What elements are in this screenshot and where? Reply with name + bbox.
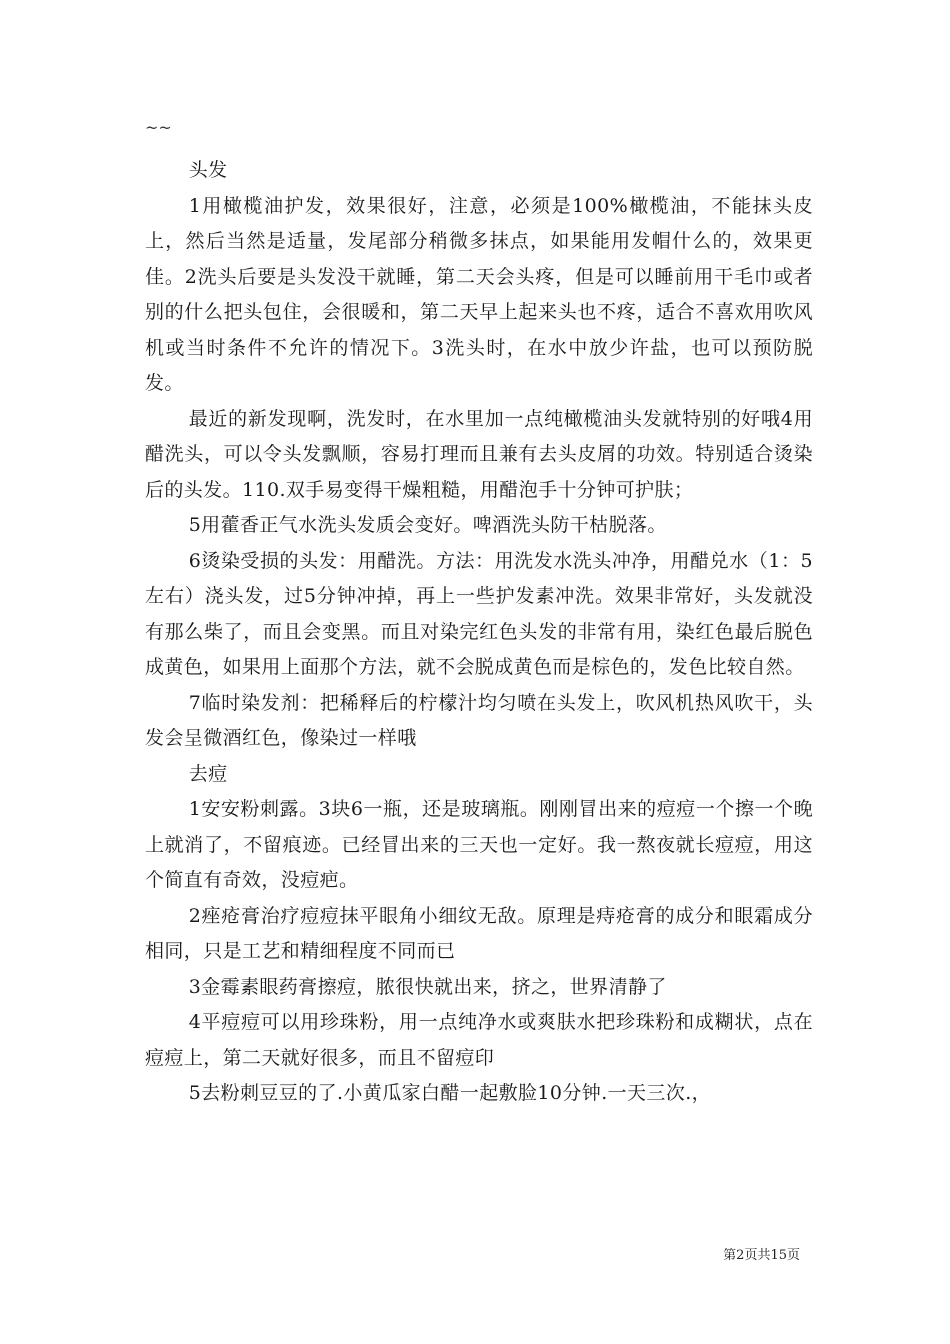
page-number-footer: 第2页共15页 — [723, 1248, 800, 1263]
paragraph: 6烫染受损的头发：用醋洗。方法：用洗发水洗头冲净，用醋兑水（1：5左右）浇头发，过5分钟冲掉，再上一些护发素冲洗。效果非常好，头发就没有那么柴了，而且会变黑。而且对染完红色头发的非常有用，染红色最后脱色成黄色，如果用上面那个方法，就不会脱成黄色而是棕色的，发色比较自然。 — [145, 549, 813, 678]
paragraph: 5用藿香正气水洗头发质会变好。啤酒洗头防干枯脱落。 — [188, 514, 667, 536]
header-mark: ~~ — [145, 118, 172, 137]
section-heading-hair: 头发 — [188, 159, 228, 181]
paragraph: 2痤疮膏治疗痘痘抹平眼角小细纹无敌。原理是痔疮膏的成分和眼霜成分相同，只是工艺和精细程度不同而已 — [145, 904, 813, 962]
paragraph: 4平痘痘可以用珍珠粉，用一点纯净水或爽肤水把珍珠粉和成糊状，点在痘痘上，第二天就好很多，而且不留痘印 — [145, 1011, 813, 1069]
paragraph: 1用橄榄油护发，效果很好，注意，必须是100%橄榄油，不能抹头皮上，然后当然是适量，发尾部分稍微多抹点，如果能用发帽什么的，效果更佳。2洗头后要是头发没干就睡，第二天会头疼，但是可以睡前用干毛巾或者别的什么把头包住，会很暖和，第二天早上起来头也不疼，适合不喜欢用吹风机或当时条件不允许的情况下。3洗头时，在水中放少许盐，也可以预防脱发。 — [145, 194, 813, 394]
paragraph: 5去粉刺豆豆的了.小黄瓜家白醋一起敷脸10分钟.一天三次.， — [188, 1082, 712, 1104]
paragraph: 1安安粉刺露。3块6一瓶，还是玻璃瓶。刚刚冒出来的痘痘一个擦一个晚上就消了，不留痕迹。已经冒出来的三天也一定好。我一熬夜就长痘痘，用这个简直有奇效，没痘疤。 — [145, 798, 813, 891]
paragraph: 7临时染发剂：把稀释后的柠檬汁均匀喷在头发上，吹风机热风吹干，头发会呈微酒红色，像染过一样哦 — [145, 691, 813, 749]
paragraph: 最近的新发现啊，洗发时，在水里加一点纯橄榄油头发就特别的好哦4用醋洗头，可以令头发飘顺，容易打理而且兼有去头皮屑的功效。特别适合烫染后的头发。110.双手易变得干燥粗糙，用醋泡手十分钟可护肤； — [145, 407, 813, 501]
paragraph: 3金霉素眼药膏擦痘，脓很快就出来，挤之，世界清静了 — [188, 975, 667, 998]
document-body — [145, 153, 813, 1112]
section-heading-acne: 去痘 — [188, 762, 228, 785]
